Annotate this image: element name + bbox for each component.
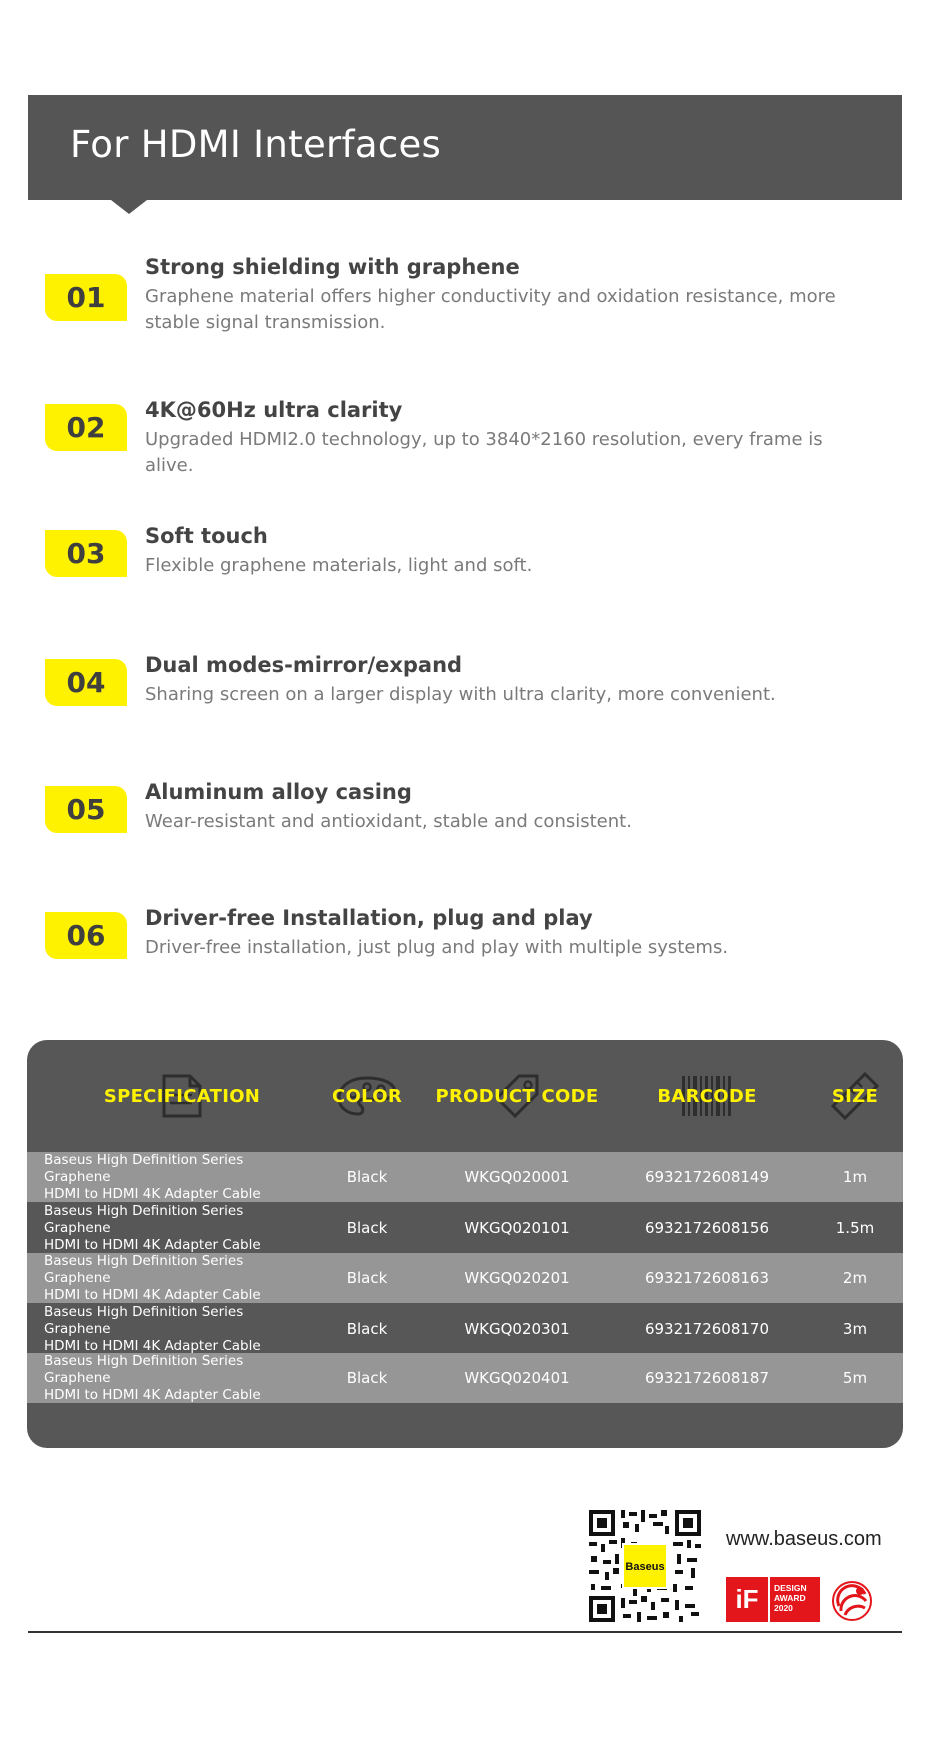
size-cell: 5m <box>842 1369 868 1387</box>
table-row <box>27 1152 903 1202</box>
feature-number-badge: 06 <box>45 912 127 959</box>
spec-table-header <box>27 1040 903 1152</box>
award-line: AWARD <box>774 1593 806 1603</box>
spec-line: HDMI to HDMI 4K Adapter Cable <box>44 1386 261 1403</box>
header-pointer <box>111 200 147 214</box>
feature-number-badge: 01 <box>45 274 127 321</box>
header-color <box>307 1040 427 1152</box>
table-row <box>27 1203 903 1253</box>
spec-cell <box>44 1304 314 1354</box>
barcode-cell: 6932172608163 <box>644 1269 770 1287</box>
product-code-cell: WKGQ020301 <box>464 1320 570 1338</box>
qr-brand-text: Baseus <box>625 1561 665 1573</box>
feature-description: Graphene material offers higher conductivity and oxidation resistance, more stable signal transmission. <box>145 286 836 333</box>
if-mark: iF <box>726 1577 770 1622</box>
header-size <box>807 1040 903 1152</box>
table-row <box>27 1304 903 1354</box>
qr-code-icon <box>587 1508 703 1624</box>
red-dot-award-logo <box>831 1580 873 1622</box>
spec-cell <box>44 1152 314 1202</box>
feature-item <box>0 778 930 878</box>
feature-description: Driver-free installation, just plug and play with multiple systems. <box>145 937 729 958</box>
feature-number-badge: 02 <box>45 404 127 451</box>
product-code-cell: WKGQ020001 <box>464 1168 570 1186</box>
barcode-cell: 6932172608149 <box>644 1168 770 1186</box>
color-cell: Black <box>346 1168 388 1186</box>
header-label: BARCODE <box>657 1085 757 1107</box>
barcode-cell: 6932172608156 <box>644 1219 770 1237</box>
table-row <box>27 1253 903 1303</box>
header-specification <box>47 1040 317 1152</box>
feature-description: Flexible graphene materials, light and soft. <box>145 555 533 576</box>
spec-line: HDMI to HDMI 4K Adapter Cable <box>44 1337 261 1354</box>
feature-number-badge: 04 <box>45 659 127 706</box>
feature-title: Soft touch <box>145 524 268 548</box>
header-label: SPECIFICATION <box>103 1085 261 1107</box>
feature-title: Driver-free Installation, plug and play <box>145 906 593 930</box>
feature-item <box>0 651 930 751</box>
color-cell: Black <box>346 1219 388 1237</box>
spec-line: Baseus High Definition Series Graphene <box>44 1202 244 1236</box>
page-title: For HDMI Interfaces <box>70 123 442 166</box>
header-product-code <box>417 1040 617 1152</box>
header-barcode <box>607 1040 807 1152</box>
website-link[interactable]: www.baseus.com <box>726 1528 882 1550</box>
spec-line: HDMI to HDMI 4K Adapter Cable <box>44 1286 261 1303</box>
if-design-award-logo <box>726 1577 820 1622</box>
size-cell: 2m <box>842 1269 868 1287</box>
spec-table <box>27 1040 903 1448</box>
feature-item <box>0 396 930 496</box>
header-label: PRODUCT CODE <box>435 1085 599 1107</box>
feature-title: Dual modes-mirror/expand <box>145 653 463 677</box>
product-code-cell: WKGQ020201 <box>464 1269 570 1287</box>
table-row <box>27 1353 903 1403</box>
product-code-cell: WKGQ020401 <box>464 1369 570 1387</box>
feature-title: Aluminum alloy casing <box>145 780 412 804</box>
barcode-cell: 6932172608170 <box>644 1320 770 1338</box>
product-code-cell: WKGQ020101 <box>464 1219 570 1237</box>
spec-line: Baseus High Definition Series Graphene <box>44 1252 244 1286</box>
header-banner <box>28 95 902 200</box>
award-line: 2020 <box>774 1603 793 1613</box>
color-cell: Black <box>346 1269 388 1287</box>
spec-line: HDMI to HDMI 4K Adapter Cable <box>44 1236 261 1253</box>
feature-title: 4K@60Hz ultra clarity <box>145 398 403 422</box>
size-cell: 1m <box>842 1168 868 1186</box>
feature-item <box>0 255 930 355</box>
feature-description: Upgraded HDMI2.0 technology, up to 3840*2160 resolution, every frame is alive. <box>145 429 823 476</box>
size-cell: 1.5m <box>835 1219 875 1237</box>
footer-divider <box>28 1631 902 1633</box>
spec-cell <box>44 1203 314 1253</box>
feature-number-badge: 05 <box>45 786 127 833</box>
spec-line: Baseus High Definition Series Graphene <box>44 1303 244 1337</box>
header-label: COLOR <box>331 1085 402 1107</box>
color-cell: Black <box>346 1369 388 1387</box>
header-label: SIZE <box>831 1085 879 1107</box>
feature-title: Strong shielding with graphene <box>145 255 520 279</box>
feature-description: Sharing screen on a larger display with ultra clarity, more convenient. <box>145 684 776 705</box>
feature-item <box>0 522 930 622</box>
if-award-text <box>770 1577 807 1622</box>
spec-line: Baseus High Definition Series Graphene <box>44 1151 244 1185</box>
spec-line: Baseus High Definition Series Graphene <box>44 1352 244 1386</box>
feature-item <box>0 904 930 1004</box>
feature-number-badge: 03 <box>45 530 127 577</box>
color-cell: Black <box>346 1320 388 1338</box>
feature-description: Wear-resistant and antioxidant, stable and consistent. <box>145 811 632 832</box>
barcode-cell: 6932172608187 <box>644 1369 770 1387</box>
spec-cell <box>44 1253 314 1303</box>
spec-cell <box>44 1353 314 1403</box>
award-line: DESIGN <box>774 1583 807 1593</box>
spec-line: HDMI to HDMI 4K Adapter Cable <box>44 1185 261 1202</box>
size-cell: 3m <box>842 1320 868 1338</box>
